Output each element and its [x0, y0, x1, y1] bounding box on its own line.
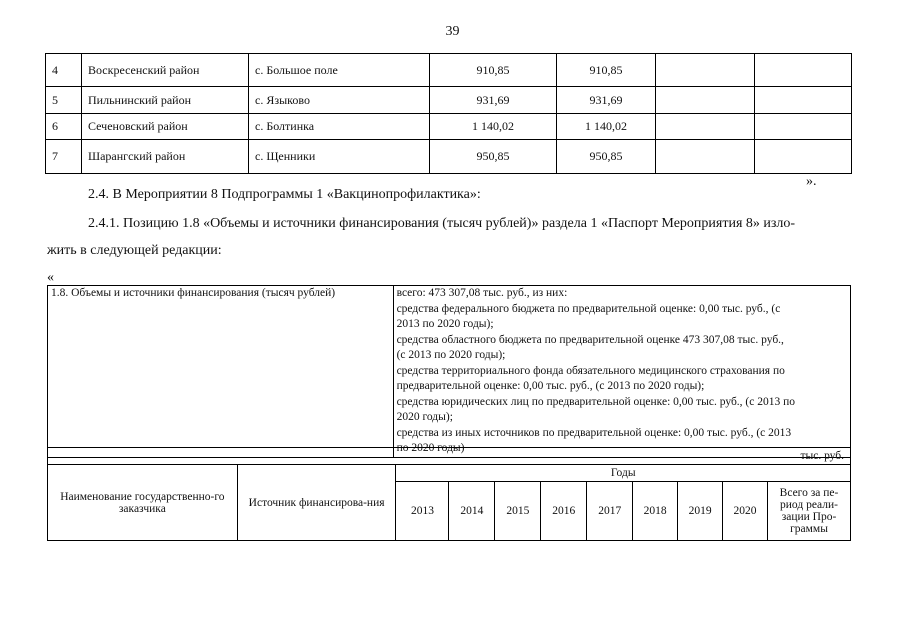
year-header: 2016 — [541, 482, 587, 541]
year-header: 2018 — [633, 482, 678, 541]
year-header: 2020 — [723, 482, 768, 541]
funding-line: средства юридических лиц по предварительной оценке: 0,00 тыс. руб., (с 2013 по — [396, 395, 796, 408]
empty-cell — [656, 140, 755, 174]
row-number: 6 — [46, 114, 82, 140]
row-number: 4 — [46, 54, 82, 87]
amount-value: 1 140,02 — [430, 114, 557, 140]
funding-line: средства территориального фонда обязательного медицинского страхования по — [396, 364, 785, 377]
amount-value: 910,85 — [430, 54, 557, 87]
districts-table — [45, 53, 852, 174]
opening-quote: « — [47, 270, 54, 285]
years-header: Годы — [396, 465, 851, 482]
year-header: 2015 — [495, 482, 541, 541]
row-number: 7 — [46, 140, 82, 174]
table-row — [46, 87, 852, 114]
amount-value: 1 140,02 — [557, 114, 656, 140]
source-header: Источник финансирова-ния — [237, 465, 396, 541]
village-name: с. Болтинка — [249, 114, 430, 140]
district-name: Шарангский район — [82, 140, 249, 174]
year-header: 2014 — [449, 482, 495, 541]
district-name: Пильнинский район — [82, 87, 249, 114]
year-header: 2013 — [396, 482, 449, 541]
year-header: 2019 — [678, 482, 723, 541]
empty-cell — [755, 114, 852, 140]
funding-line: 2020 годы); — [396, 411, 453, 423]
funding-table — [47, 285, 851, 458]
amount-value: 950,85 — [557, 140, 656, 174]
total-header: Всего за пе-риод реали-зации Про-граммы — [768, 482, 851, 541]
customer-header: Наименование государственно-го заказчика — [48, 465, 238, 541]
funding-line: всего: 473 307,08 тыс. руб., из них: — [396, 287, 568, 299]
funding-details — [393, 286, 850, 458]
funding-label: 1.8. Объемы и источники финансирования (тысяч рублей) — [48, 286, 394, 458]
empty-cell — [656, 54, 755, 87]
funding-line: предварительной оценке: 0,00 тыс. руб., (с 2013 по 2020 годы); — [396, 380, 705, 392]
funding-line: средства из иных источников по предварительной оценке: 0,00 тыс. руб., (с 2013 — [396, 426, 792, 439]
table-row — [46, 54, 852, 87]
paragraph-2-4-1-line1: 2.4.1. Позицию 1.8 «Объемы и источники финансирования (тысяч рублей)» раздела 1 «Паспорт Мероприятия 8» изло- — [88, 216, 796, 231]
funding-line: по 2020 годы) — [396, 442, 465, 454]
amount-value: 931,69 — [430, 87, 557, 114]
village-name: с. Языково — [249, 87, 430, 114]
empty-cell — [755, 87, 852, 114]
year-header: 2017 — [587, 482, 633, 541]
budget-table — [47, 447, 851, 541]
empty-cell — [755, 140, 852, 174]
funding-line: (с 2013 по 2020 годы); — [396, 349, 506, 361]
funding-line: средства областного бюджета по предварительной оценке 473 307,08 тыс. руб., — [396, 333, 784, 346]
empty-cell — [656, 114, 755, 140]
header-row — [48, 465, 851, 482]
funding-line: средства федерального бюджета по предварительной оценке: 0,00 тыс. руб., (с — [396, 302, 781, 315]
unit-label: тыс. руб. — [48, 448, 851, 465]
paragraph-2-4-1-line2: жить в следующей редакции: — [47, 243, 222, 258]
empty-cell — [755, 54, 852, 87]
empty-cell — [656, 87, 755, 114]
closing-quote: ». — [806, 174, 817, 189]
page-number: 39 — [445, 24, 460, 39]
amount-value: 910,85 — [557, 54, 656, 87]
village-name: с. Щенники — [249, 140, 430, 174]
paragraph-2-4: 2.4. В Мероприятии 8 Подпрограммы 1 «Вакцинопрофилактика»: — [88, 187, 481, 202]
table-row — [48, 286, 851, 458]
district-name: Сеченовский район — [82, 114, 249, 140]
amount-value: 931,69 — [557, 87, 656, 114]
table-row — [46, 114, 852, 140]
funding-line: 2013 по 2020 годы); — [396, 318, 494, 330]
row-number: 5 — [46, 87, 82, 114]
table-row — [46, 140, 852, 174]
unit-row — [48, 448, 851, 465]
district-name: Воскресенский район — [82, 54, 249, 87]
amount-value: 950,85 — [430, 140, 557, 174]
village-name: с. Большое поле — [249, 54, 430, 87]
